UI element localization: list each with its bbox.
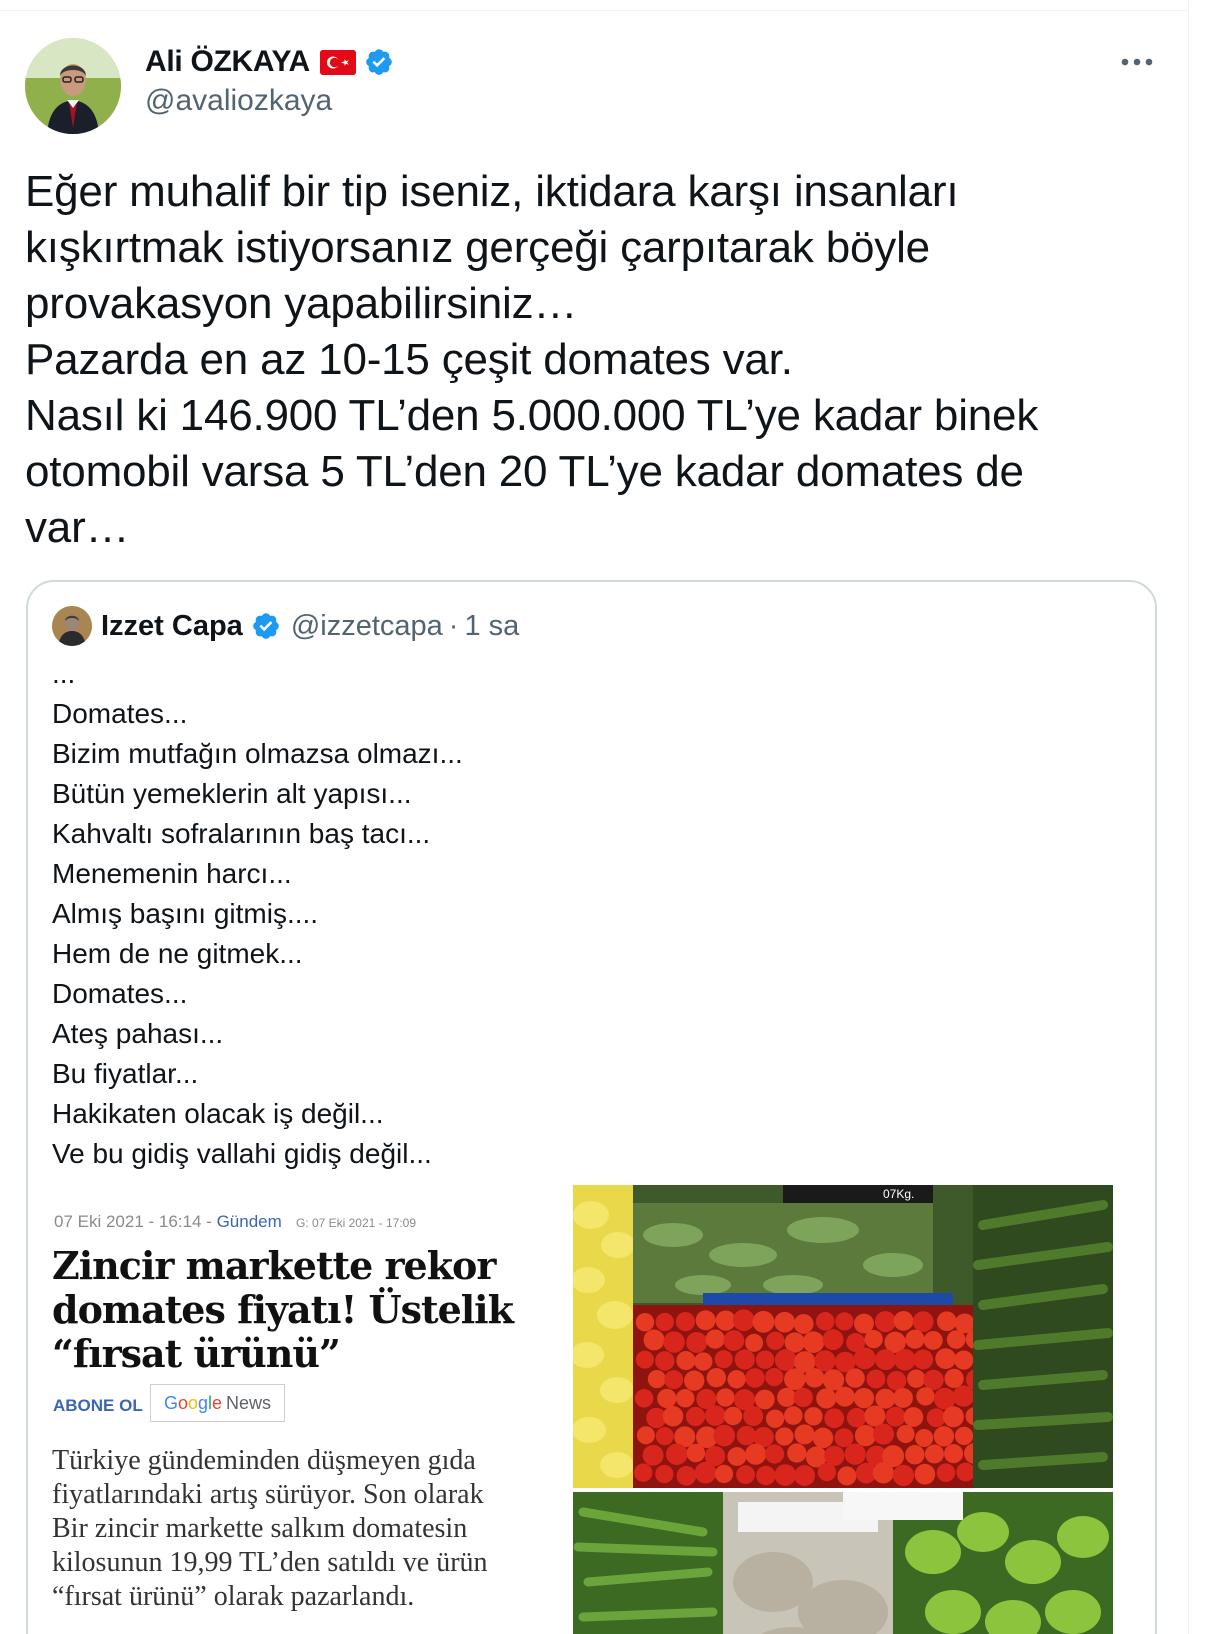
- tomato-shape: [784, 1406, 803, 1425]
- tomato-shape: [803, 1331, 825, 1353]
- verified-badge-icon: [251, 611, 281, 641]
- quoted-tweet-card[interactable]: [26, 580, 1157, 1634]
- quoted-tweet-text: [52, 654, 463, 1174]
- article-headline: [52, 1244, 562, 1376]
- tomato-shape: [854, 1388, 874, 1408]
- tomato-shape: [727, 1447, 746, 1466]
- tomato-shape: [805, 1368, 825, 1388]
- tomato-shape: [835, 1312, 853, 1330]
- tomato-shape: [775, 1349, 797, 1371]
- quoted-tweet-timestamp[interactable]: 1 sa: [464, 609, 520, 642]
- tomato-shape: [634, 1463, 652, 1481]
- tweet-text-line: Eğer muhalif bir tip iseniz, iktidara karşı insanları: [25, 167, 959, 216]
- quoted-author-avatar[interactable]: [52, 606, 92, 646]
- tweet-text-line: Pazarda en az 10-15 çeşit domates var.: [25, 335, 793, 384]
- tomato-shape: [635, 1389, 654, 1408]
- tomato-shape: [944, 1444, 963, 1463]
- tomato-shape: [794, 1388, 813, 1407]
- tomato-shape: [774, 1312, 795, 1333]
- tomato-shape: [684, 1370, 704, 1390]
- tomato-shape: [837, 1466, 856, 1485]
- tomato-shape: [736, 1465, 755, 1484]
- tomato-shape: [715, 1350, 733, 1368]
- tomato-shape: [893, 1388, 913, 1408]
- tomato-shape: [893, 1465, 914, 1486]
- tomato-shape: [663, 1331, 684, 1352]
- peppers-display-photo[interactable]: [573, 1492, 1113, 1634]
- article-meta: [54, 1212, 416, 1232]
- tomato-shape: [875, 1389, 895, 1409]
- tomato-shape: [656, 1427, 674, 1445]
- tomato-shape: [756, 1466, 775, 1485]
- google-news-badge: [150, 1384, 285, 1422]
- tomato-shape: [774, 1464, 796, 1486]
- lead-line: Türkiye gündeminden düşmeyen gıda: [52, 1445, 476, 1476]
- tomato-shape: [676, 1312, 695, 1331]
- tomato-shape: [886, 1407, 906, 1427]
- tomato-shape: [823, 1369, 844, 1390]
- quoted-text-line: Bizim mutfağın olmazsa olmazı...: [52, 738, 463, 769]
- tweet-text-line: Nasıl ki 146.900 TL’den 5.000.000 TL’ye kadar binek: [25, 391, 1039, 440]
- tomato-shape: [887, 1371, 907, 1391]
- quoted-text-line: Domates...: [52, 978, 188, 1009]
- tomato-shape: [737, 1426, 757, 1446]
- timeline-right-border: [1188, 0, 1189, 1634]
- tomato-shape: [905, 1445, 925, 1465]
- tomato-shape: [766, 1332, 784, 1350]
- tomato-shape: [705, 1405, 726, 1426]
- tomato-shape: [823, 1329, 844, 1350]
- tomato-shape: [676, 1389, 694, 1407]
- tomato-shape: [847, 1408, 866, 1427]
- lead-line: kilosunun 19,99 TL’den satıldı ve ürün: [52, 1547, 488, 1578]
- lead-line: Bir zincir markette salkım domatesin: [52, 1513, 468, 1544]
- tomato-shape: [775, 1427, 793, 1445]
- tomato-shape: [947, 1330, 966, 1349]
- tomato-shape: [655, 1465, 673, 1483]
- tomato-shape: [875, 1311, 896, 1332]
- gnews-letter: g: [198, 1392, 209, 1413]
- tomato-shape: [695, 1462, 717, 1484]
- top-divider: [0, 10, 1188, 11]
- tomato-shape: [873, 1424, 894, 1445]
- tomato-shape: [733, 1309, 755, 1331]
- quoted-text-line: Kahvaltı sofralarının baş tacı...: [52, 818, 431, 849]
- tomato-shape: [804, 1407, 822, 1425]
- quoted-text-line: ...: [52, 658, 76, 689]
- tomato-shape: [915, 1464, 936, 1485]
- tomato-shape: [727, 1370, 745, 1388]
- headline-line: Zincir markette rekor: [52, 1243, 496, 1288]
- tomato-shape: [927, 1408, 946, 1427]
- tomato-shape: [924, 1331, 943, 1350]
- tomato-shape: [713, 1425, 735, 1447]
- price-tag-text: 07Kg.: [883, 1187, 915, 1201]
- tomato-shape: [905, 1330, 924, 1349]
- tweet-text-line: kışkırtmak istiyorsanız gerçeği çarpıtarak böyle: [25, 223, 930, 272]
- quoted-text-line: Hem de ne gitmek...: [52, 938, 303, 969]
- tomato-shape: [937, 1463, 956, 1482]
- author-name-row[interactable]: [145, 42, 394, 82]
- tomato-shape: [636, 1351, 654, 1369]
- tomato-shape: [816, 1312, 835, 1331]
- tomato-shape: [636, 1313, 654, 1331]
- tomato-shape: [694, 1352, 712, 1370]
- tomato-shape: [875, 1349, 896, 1370]
- quoted-text-line: Almış başını gitmiş....: [52, 898, 319, 929]
- tomato-shape: [913, 1350, 933, 1370]
- tomato-shape: [664, 1370, 683, 1389]
- tomato-shape: [715, 1465, 733, 1483]
- tomato-shape: [954, 1350, 973, 1369]
- tomato-shape: [706, 1329, 725, 1348]
- more-horizontal-icon: [1121, 58, 1153, 66]
- tomato-shape: [745, 1444, 766, 1465]
- tomato-shape: [735, 1349, 755, 1369]
- more-options-button[interactable]: [1115, 48, 1159, 76]
- tomato-shape: [955, 1313, 975, 1333]
- tomato-shape: [894, 1311, 914, 1331]
- tomato-shape: [794, 1314, 814, 1334]
- article-updated: G: 07 Eki 2021 - 17:09: [295, 1216, 417, 1230]
- author-handle[interactable]: @avaliozkaya: [145, 84, 333, 117]
- tomato-shape: [944, 1369, 963, 1388]
- gnews-letter: o: [177, 1392, 188, 1413]
- gnews-letter: l: [208, 1392, 213, 1413]
- tomato-display-photo[interactable]: [573, 1185, 1113, 1488]
- quoted-text-line: Bu fiyatlar...: [52, 1058, 199, 1089]
- tweet-text-line: provakasyon yapabilirsiniz…: [25, 279, 578, 328]
- verified-badge-icon: [364, 47, 394, 77]
- tweet-text-line: var…: [25, 503, 130, 552]
- tomato-shape: [865, 1330, 883, 1348]
- tomato-shape: [637, 1426, 655, 1444]
- tomato-shape: [897, 1425, 915, 1443]
- news-article-screenshot[interactable]: [28, 1200, 583, 1634]
- quoted-author-handle[interactable]: @izzetcapa: [290, 609, 443, 642]
- quoted-text-line: Menemenin harcı...: [52, 858, 292, 889]
- lead-line: fiyatlarındaki artış sürüyor. Son olarak: [52, 1479, 484, 1510]
- quoted-text-line: Hakikaten olacak iş değil...: [52, 1098, 384, 1129]
- tomato-shape: [743, 1406, 763, 1426]
- separator-dot: ·: [448, 609, 459, 642]
- tomato-shape: [866, 1370, 885, 1389]
- tomato-shape: [656, 1313, 674, 1331]
- tomato-shape: [818, 1463, 836, 1481]
- tomato-shape: [835, 1387, 855, 1407]
- tomato-shape: [824, 1408, 844, 1428]
- tomato-shape: [666, 1443, 688, 1465]
- tomato-shape: [643, 1445, 664, 1466]
- tomato-shape: [644, 1329, 665, 1350]
- headline-line: domates fiyatı! Üstelik: [52, 1287, 513, 1332]
- tomato-shape: [707, 1368, 726, 1387]
- tomato-shape: [953, 1385, 974, 1406]
- tomato-shape: [765, 1368, 783, 1386]
- tomato-shape: [663, 1406, 683, 1426]
- tomato-shape: [955, 1427, 973, 1445]
- tomato-shape: [925, 1445, 944, 1464]
- tomato-shape: [677, 1466, 697, 1486]
- article-date: 07 Eki 2021 - 16:14 -: [54, 1212, 212, 1231]
- tomato-shape: [855, 1425, 876, 1446]
- tomato-shape: [755, 1390, 775, 1410]
- tomato-shape: [753, 1311, 775, 1333]
- tomato-shape: [834, 1428, 853, 1447]
- quoted-text-line: Ateş pahası...: [52, 1018, 224, 1049]
- tomato-shape: [655, 1351, 674, 1370]
- tomato-shape: [814, 1350, 835, 1371]
- tomato-shape: [934, 1426, 954, 1446]
- tomato-shape: [716, 1311, 736, 1331]
- gnews-letter: G: [163, 1392, 178, 1413]
- tomato-shape: [686, 1332, 707, 1353]
- tomato-shape: [816, 1388, 836, 1408]
- tomato-shape: [784, 1368, 806, 1390]
- quoted-text-line: Domates...: [52, 698, 188, 729]
- gnews-letter: o: [187, 1392, 198, 1413]
- gnews-word: News: [226, 1392, 272, 1413]
- tweet-text: [25, 164, 1175, 556]
- tomato-shape: [657, 1389, 676, 1408]
- tweet-text-line: otomobil varsa 5 TL’den 20 TL’ye kadar domates de: [25, 447, 1024, 496]
- tomato-shape: [937, 1311, 957, 1331]
- tomato-shape: [777, 1388, 796, 1407]
- quoted-tweet-header: [101, 604, 519, 648]
- tomato-shape: [894, 1349, 916, 1371]
- tomato-shape: [716, 1388, 734, 1406]
- quoted-author-name[interactable]: Izzet Capa: [101, 609, 243, 642]
- tomato-shape: [864, 1405, 885, 1426]
- gnews-letter: e: [212, 1392, 223, 1413]
- tomato-shape: [676, 1351, 695, 1370]
- tomato-shape: [687, 1444, 706, 1463]
- article-lead: [52, 1444, 572, 1614]
- tomato-shape: [794, 1465, 815, 1486]
- tomato-shape: [686, 1407, 705, 1426]
- quoted-text-line: Bütün yemeklerin alt yapısı...: [52, 778, 412, 809]
- turkey-flag-icon: [320, 50, 356, 75]
- tomato-shape: [723, 1330, 744, 1351]
- tomato-shape: [765, 1444, 784, 1463]
- tomato-shape: [745, 1334, 763, 1352]
- tomato-shape: [787, 1443, 806, 1462]
- quoted-text-line: Ve bu gidiş vallahi gidiş değil...: [52, 1138, 432, 1169]
- tomato-shape: [923, 1370, 943, 1390]
- tomato-shape: [745, 1368, 765, 1388]
- tomato-shape: [934, 1388, 956, 1410]
- tomato-shape: [916, 1387, 934, 1405]
- tomato-shape: [935, 1348, 956, 1369]
- tomato-shape: [648, 1370, 666, 1388]
- tomato-shape: [904, 1407, 924, 1427]
- tomato-shape: [756, 1350, 774, 1368]
- tomato-shape: [794, 1424, 814, 1444]
- tomato-shape: [845, 1368, 864, 1387]
- tomato-shape: [915, 1429, 933, 1447]
- tomato-shape: [956, 1463, 975, 1482]
- author-display-name[interactable]: Ali ÖZKAYA: [145, 45, 310, 78]
- tomato-shape: [943, 1406, 964, 1427]
- subscribe-label: ABONE OL: [53, 1396, 143, 1415]
- author-avatar[interactable]: [25, 38, 121, 134]
- tomato-shape: [907, 1369, 925, 1387]
- tomato-shape: [845, 1444, 866, 1465]
- tomato-shape: [724, 1407, 742, 1425]
- tomato-shape: [813, 1428, 833, 1448]
- tomato-shape: [854, 1347, 876, 1369]
- tomato-shape: [766, 1410, 784, 1428]
- tomato-shape: [873, 1462, 894, 1483]
- tomato-shape: [696, 1310, 716, 1330]
- tomato-shape: [913, 1311, 934, 1332]
- article-category: Gündem: [216, 1212, 282, 1231]
- headline-line: “fırsat ürünü”: [52, 1331, 340, 1376]
- lead-line: “fırsat ürünü” olarak pazarlandı.: [52, 1581, 415, 1612]
